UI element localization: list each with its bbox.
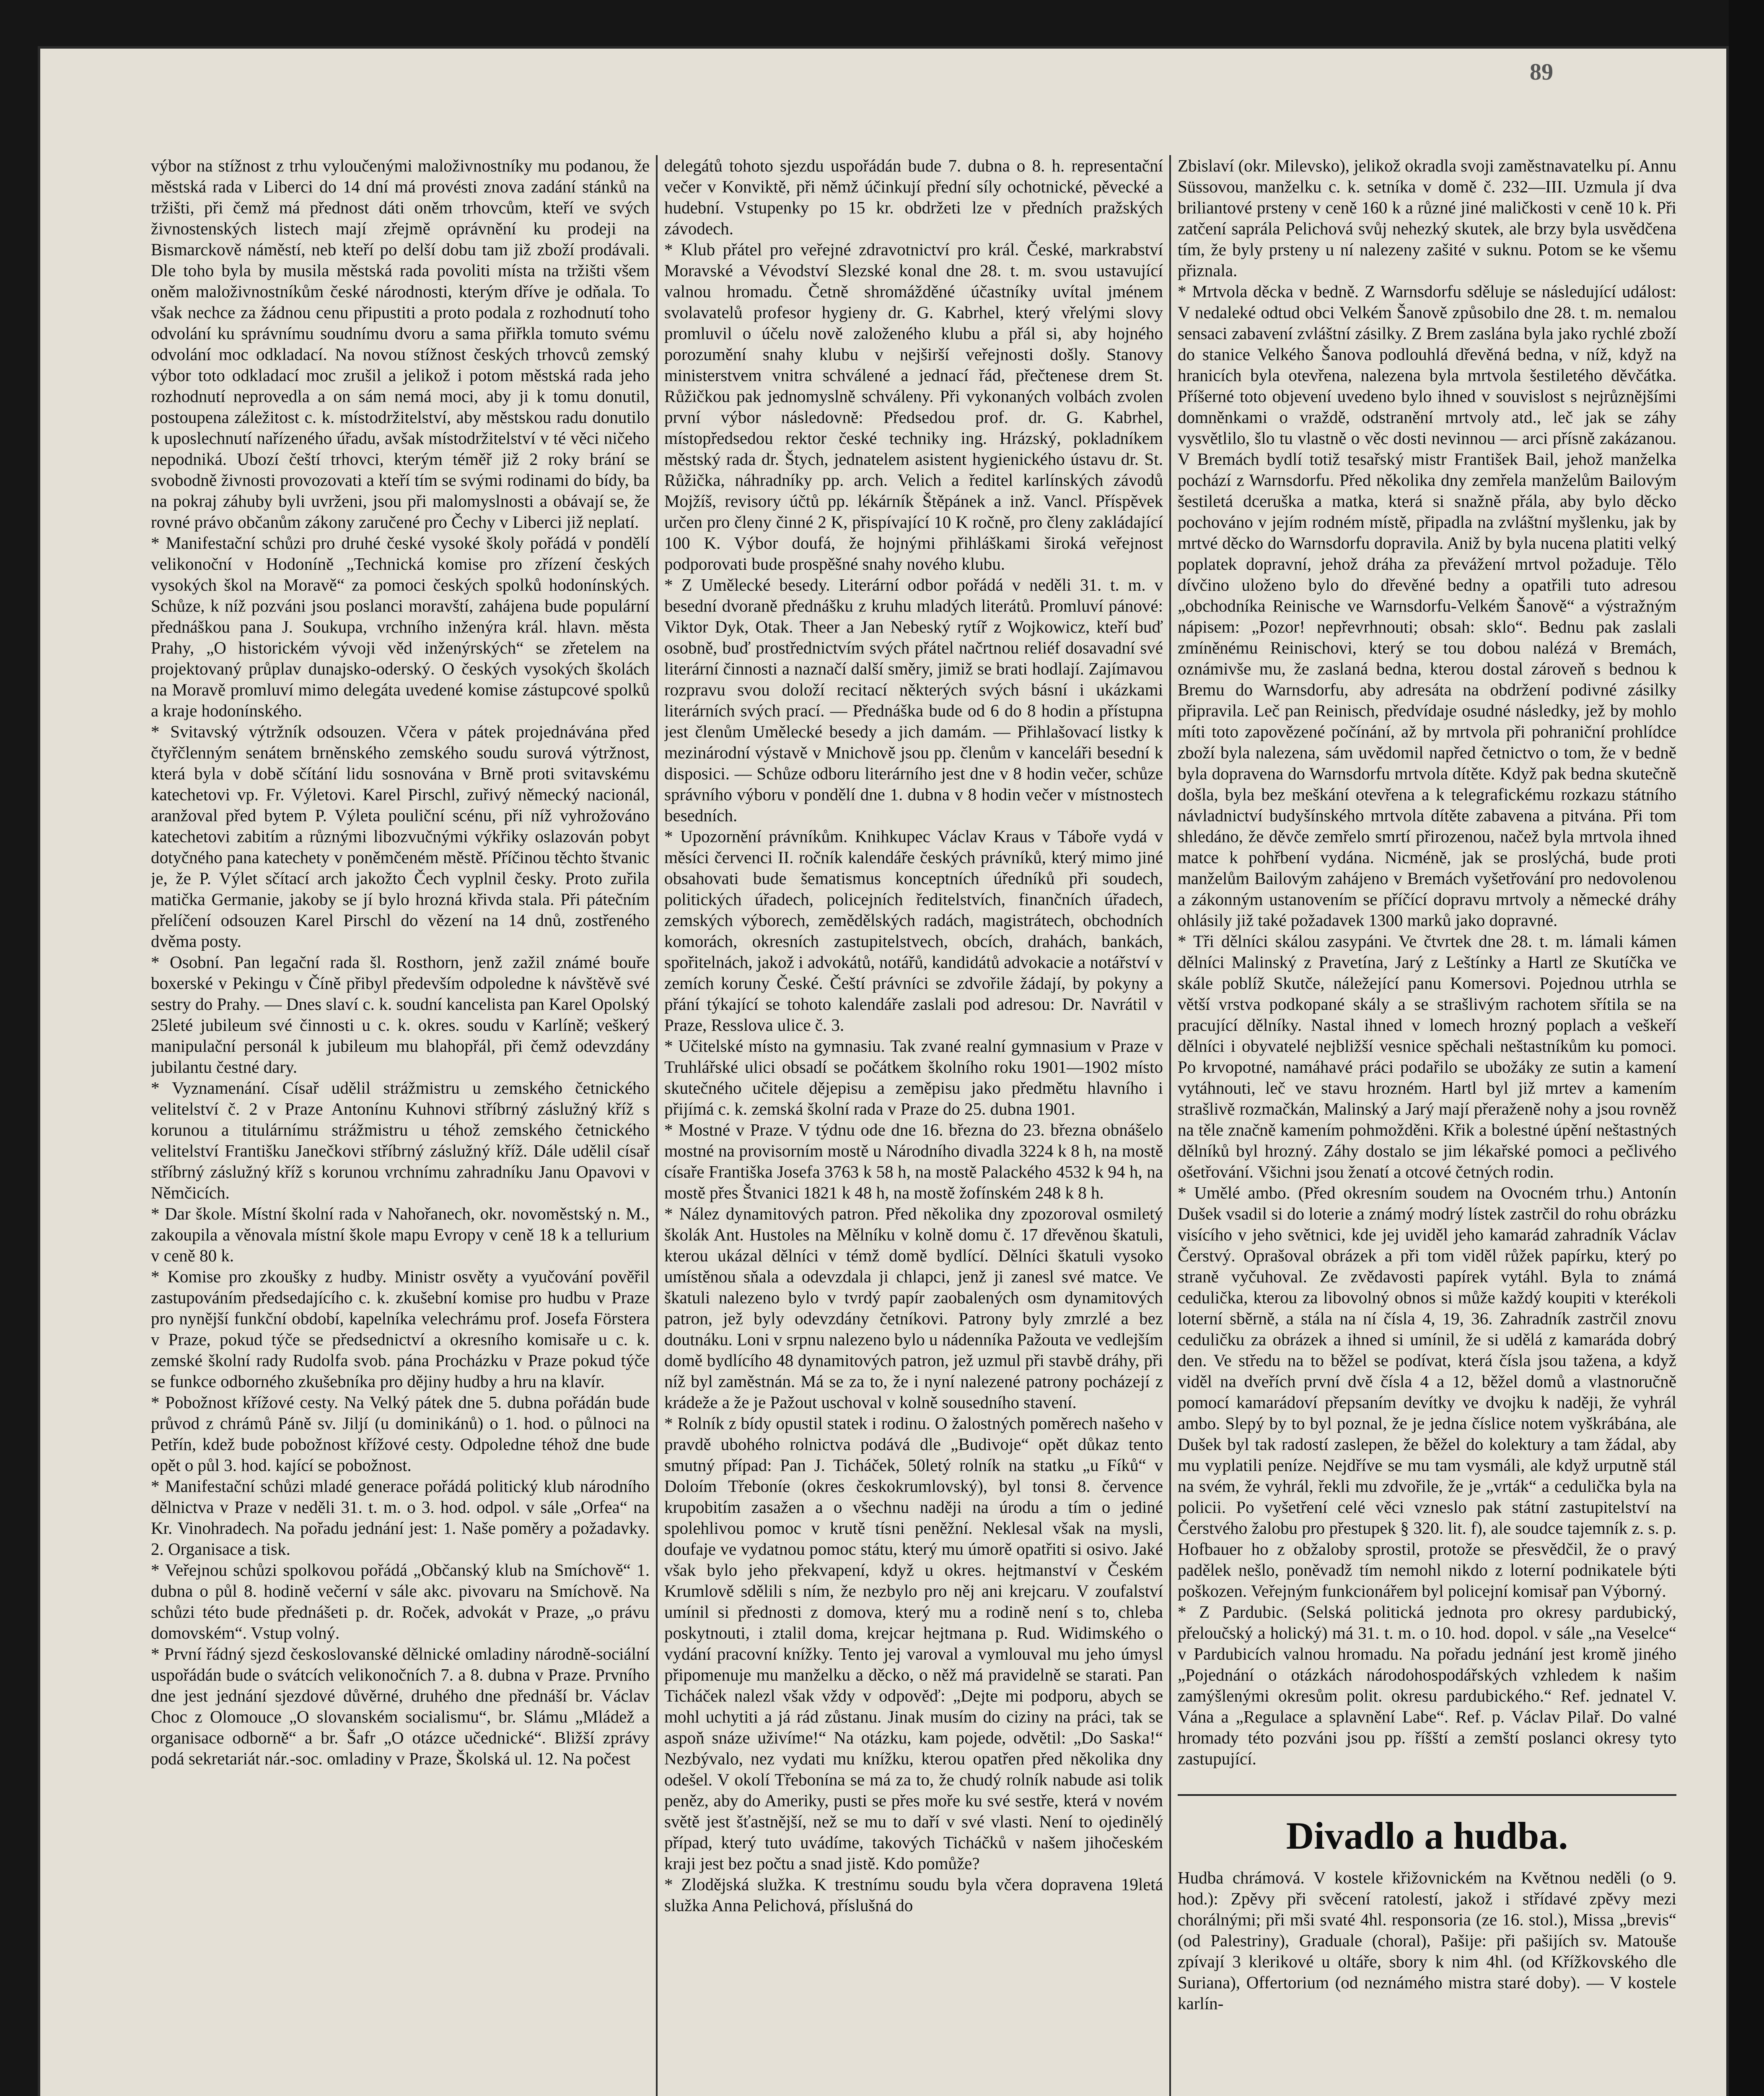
article-paragraph: * Veřejnou schůzi spolkovou pořádá „Občanský klub na Smíchově“ 1. dubna o půl 8. hodině večerní v sále akc. pivovaru na Smíchově. Na schůzi této bude přednášeti p. dr. Roček, advokát v Praze, „o právu domovském“. Vstup volný. [151,1560,650,1642]
article-paragraph: Zbislaví (okr. Milevsko), jelikož okradla svoji zaměstnavatelku pí. Annu Süssovou, manželku c. k. setníka v domě č. 232—III. Uzmula jí dva briliantové prsteny v ceně 160 k a různé jiné maličkosti v ceně 10 k. Při zatčení saprála Pelichová svůj nehezký skutek, ale brzy byla usvědčena tím, že byly prsteny u ní nalezeny zašité v suknu. Potom se ke všemu přiznala. [1178,156,1676,280]
article-paragraph: * První řádný sjezd českoslovanské dělnické omladiny národně-sociální uspořádán bude o svátcích velikonočních 7. a 8. dubna v Praze. Prvního dne jest jednání sjezdové důvěrné, druhého dne přednáší br. Václav Choc z Olomouce „O slovanském socialismu“, br. Slámu „Mládež a organisace odborně“ a br. Šafr „O otázce učednické“. Bližší zprávy podá sekretariát nár.-soc. omladiny v Praze, Školská ul. 12. Na počest [151,1644,650,1768]
article-paragraph: * Pobožnost křížové cesty. Na Velký pátek dne 5. dubna pořádán bude průvod z chrámů Páně sv. Jiljí (u dominikánů) o 1. hod. o půlnoci na Petřín, kdež bude pobožnost křížové cesty. Odpoledne téhož dne bude opět o půl 3. hod. kající se pobožnost. [151,1393,650,1475]
section-heading-block [1178,1794,1676,1859]
page-number-mark: 89 [1530,59,1553,85]
column-rule [656,155,658,2096]
article-paragraph: * Tři dělníci skálou zasypáni. Ve čtvrtek dne 28. t. m. lámali kámen dělníci Malinský z Pravetína, Jarý z Leštínky a Hartl ze Skutíčka ve skále poblíž Skutče, náležející panu Komersovi. Pojednou utrhla se větší vrstva podkopané skály a se strašlivým rachotem sřítila se na pracující dělníky. Nastal ihned v lomech hrozný poplach a veškeří dělníci i obyvatelé nejbližší vesnice spěchali neštastníkům ku pomoci. Po krvopotné, namáhavé práci podařilo se ubožáky ze sutin a kamení vytáhnouti, leč ve stavu hrozném. Hartl byl již mrtev a kamením strašlivě rozmačkán, Malinský a Jarý mají přeraženě nohy a jsou rovněž na těle značně kamením pohmožděni. Křik a bolestné úpění neštastných dělníků byl hrozný. Záhy dostalo se jim lékařské pomoci a pečlivého ošetřování. Všichni jsou ženatí a otcové četných rodin. [1178,931,1676,1181]
article-paragraph: * Dar škole. Místní školní rada v Nahořanech, okr. novoměstský n. M., zakoupila a věnovala místní škole mapu Evropy v ceně 18 k a tellurium v ceně 80 k. [151,1204,650,1265]
column-left [151,155,650,2096]
article-paragraph: * Mrtvola děcka v bedně. Z Warnsdorfu sděluje se následující událost: V nedaleké odtud obci Velkém Šanově způsobilo dne 28. t. m. nemalou sensaci zabavení zvláštní zásilky. Z Brem zaslána byla jako rychlé zboží do stanice Velkého Šanova podlouhlá dřevěná bedna, v níž, když na hranicích byla otevřena, nalezena byla mrtvola šestiletého děvčátka. Příšerné toto objevení uvedeno bylo ihned v souvislost s nejrůznějšími domněnkami o vraždě, odstranění mrtvoly atd., leč jak se záhy vysvětlilo, šlo tu vlastně o věc dosti nevinnou — arci přísně zakázanou. V Bremách bydlí totiž tesařský mistr František Bail, jehož manželka pochází z Warnsdorfu. Před několika dny zemřela manželům Bailovým šestiletá dceruška a matka, která si snažně přála, aby bylo děcko pochováno v jejím rodném místě, připadla na zvláštní myšlenku, jak by mrtvé děcko do Warnsdorfu dopravila. Aniž by byla nucena platiti velký poplatek dopravní, jehož dráha za převážení mrtvol požaduje. Tělo dívčino uloženo bylo do dřevěné bedny a opatřili tuto adresou „obchodníka Reinische ve Warnsdorfu-Velkém Šanově“ a výstražným nápisem: „Pozor! nepřevrhnouti; obsah: sklo“. Bednu pak zaslali zmíněnému Reinischovi, který se tou dobou nalézá v Bremách, oznámivše mu, že zaslaná bedna, kterou dostal zároveň s bednou k Bremu do Warnsdorfu, aby adresáta na obdržení podivné zásilky připravila. Leč pan Reinisch, předvídaje osudné následky, jež by mohlo míti toto zapovězené počínání, až by mrtvola při pohraniční prohlídce zboží byla nalezena, sám uvědomil napřed četnictvo o tom, že v bedně byla dopravena do Warnsdorfu mrtvola dítěte. Když pak bedna skutečně došla, byla bez meškání otevřena a k telegrafickému rozkazu státního návladnictví budyšínského mrtvola dítěte zabavena a pitvána. Při tom shledáno, že děvče zemřelo smrtí přirozenou, načež byla mrtvola ihned matce k pohřbení vydána. Nicméně, jak se proslýchá, bude proti manželům Bailovým zahájeno v Bremách vyšetřování pro nedovolenou a zákonným ustanovením se příčící dopravu mrtvoly a německé dráhy ohlásily již také požadavek 1300 marků jako dopravné. [1178,282,1676,930]
article-paragraph: Hudba chrámová. V kostele křižovnickém na Květnou neděli (o 9. hod.): Zpěvy při svěcení ratolestí, jakož i střídavé zpěvy mezi chorálnými; při mši svaté 4hl. responsoria (ze 16. stol.), Missa „brevis“ (od Palestriny), Graduale (choral), Pašije: při pašijích sv. Matouše zpívají 3 klerikové u oltáře, sbory k nim 4hl. (od Křížkovského dle Suriana), Offertorium (od neznámého mistra staré doby). — V kostele karlín- [1178,1868,1676,2013]
article-paragraph: * Z Pardubic. (Selská politická jednota pro okresy pardubický, přeloučský a holický) má 31. t. m. o 10. hod. dopol. v sále „na Veselce“ v Pardubicích valnou hromadu. Na pořadu jednání jest kromě jiného „Pojednání o otázkách národohospodářských vzhledem k našim zamýšlenými okresům polit. okresu pardubického.“ Ref. jednatel V. Vána a „Regulace a splavnění Labe“. Ref. p. Václav Pilař. Do valné hromady této pozváni jsou pp. říšští a zemští poslanci okresy tyto zastupující. [1178,1602,1676,1768]
article-paragraph: * Svitavský výtržník odsouzen. Včera v pátek projednávána před čtyřčlenným senátem brněnského zemského soudu surová výtržnost, která byla v době sčítání lidu sosnována v Brně proti svitavskému katechetovi vp. Fr. Výletovi. Karel Pirschl, zuřivý německý nacionál, aranžoval před bytem P. Výleta pouliční scénu, při níž vyhrožováno katechetovi zabitím a různými libozvučnými výkřiky oslazován pobyt dotyčného pana katechety v poněmčeném městě. Příčinou těchto štvanic je, že P. Výlet sčítací arch jakožto Čech vyplnil česky. Proto zuřila matička Germanie, jakoby se jí bylo hrozná křivda stala. Při pátečním přelíčení odsouzen Karel Pirschl do vězení na 14 dnů, zostřeného dvěma posty. [151,722,650,951]
article-paragraph: výbor na stížnost z trhu vyloučenými maloživnostníky mu podanou, že městská rada v Liberci do 14 dní má provésti znova zadání stánků na tržišti, při čemž má přednost dáti oněm trhovcům, kteří ve svých živnostenských listech mají zřejmě oprávnění ku prodeji na Bismarckově náměstí, neb kteří po delší dobu tam již zboží prodávali. Dle toho byla by musila městská rada povoliti místa na tržišti všem oněm maloživnostníkům české národnosti, kterým dříve je odňala. To však nechce za žádnou cenu připustiti a proto podala z rozhodnutí toho odvolání ku správnímu soudnímu dvoru a sama přiřkla tomuto svému odvolání moc odkladací. Na novou stížnost českých trhovců zemský výbor toto odkladací moc zrušil a jelikož i potom městská rada jeho rozhodnutí neprovedla a on sám nemá moci, aby ji k tomu donutil, postoupena záležitost c. k. místodržitelství, aby městskou radu donutilo k uposlechnutí nařízeného úřadu, avšak místodržitelství v té věci ničeho nepodniká. Ubozí čeští trhovci, kterým téměř již 2 roky brání se svobodně živnosti provozovati a kteří tím se svými rodinami do bídy, ba na pokraj záhuby byli uvrženi, jsou při malomyslnosti a obávají se, že rovné právo občanům zákony zaručené pro Čechy v Liberci již neplatí. [151,156,650,532]
text-columns [151,155,1710,2096]
column-right [1178,155,1676,2096]
article-paragraph: * Nález dynamitových patron. Před několika dny zpozoroval osmiletý školák Ant. Hustoles na Mělníku v kolně domu č. 17 dřevěnou škatuli, kterou ukázal dělníci v témž domě bydlící. Dělníci škatuli vysoko umístěnou sňala a odevzdala ji chlapci, jenž ji zanesl své matce. Ve škatuli nalezeno bylo v tvrdý papír zaobalených osm dynamitových patron, jež byly odevzdány četníkovi. Patrony byly zmrzlé a bez doutnáku. Loni v srpnu nalezeno bylo u nádenníka Pažouta ve vedlejším domě bydlícího 48 dynamitových patron, jež uzmul při stavbě dráhy, při níž byl zaměstnán. Má se za to, že i nyní nalezené patrony pocházejí z krádeže a že je Pažout uschoval v kolně sousedního stavení. [664,1204,1163,1412]
article-paragraph: * Manifestační schůzi mladé generace pořádá politický klub národního dělnictva v Praze v neděli 31. t. m. o 3. hod. odpol. v sále „Orfea“ na Kr. Vinohradech. Na pořadu jednání jest: 1. Naše poměry a požadavky. 2. Organisace a tisk. [151,1476,650,1559]
column-rule [1169,155,1171,2096]
article-paragraph: * Manifestační schůzi pro druhé české vysoké školy pořádá v pondělí velikonoční v Hodoníně „Technická komise pro zřízení českých vysokých škol na Moravě“ za pomoci českých spolků hodonínských. Schůze, k níž pozváni jsou poslanci moravští, zahájena bude populární přednáškou pana J. Soukupa, vrchního inženýra král. hlavn. města Prahy, „O historickém vývoji věd inženýrských“ se zřetelem na projektovaný průplav dunajsko-oderský. O českých vysokých školách na Moravě promluví mimo delegáta uvedené komise zástupcové spolků a kraje hodonínského. [151,533,650,720]
column-middle [664,155,1163,2096]
article-paragraph: * Upozornění právníkům. Knihkupec Václav Kraus v Táboře vydá v měsíci červenci II. ročník kalendáře českých právníků, který mimo jiné obsahovati bude šematismus konceptních úředníků při soudech, politických úřadech, policejních ředitelstvích, finančních úřadech, zemských výborech, zemědělských radách, magistrátech, obchodních komorách, okresních zastupitelstvech, obcích, drahách, bankách, spořitelnách, jakož i advokátů, notářů, kandidátů advokacie a notářství v zemích koruny České. Čeští právníci se zdvořile žádají, by pokyny a přání týkající se tohoto kalendáře zaslali pod adresou: Dr. Navrátil v Praze, Resslova ulice č. 3. [664,827,1163,1035]
scan-margin [1729,0,1764,2096]
article-paragraph: * Z Umělecké besedy. Literární odbor pořádá v neděli 31. t. m. v besední dvoraně přednášku z kruhu mladých literátů. Promluví pánové: Viktor Dyk, Otak. Theer a Jan Nebeský rytíř z Wojkowicz, kteří buď osobně, buď prostřednictvím svých přátel načrtnou reliéf dosavadní své literární činnosti a naznačí další směry, jimiž se brati hodlají. Zajímavou rozpravu svou doloží recitací některých svých básní i ukázkami literárních svých prací. — Přednáška bude od 6 do 8 hodin a přístupna jest členům Umělecké besedy a jich damám. — Přihlašovací listky k mezinárodní výstavě v Mnichově jsou pp. členům v kanceláři besední k disposici. — Schůze odboru literárního jest dne v 8 hodin večer, schůze správního výboru v pondělí dne 1. dubna v 8 hodin večer v místnostech besedních. [664,575,1163,825]
section-heading: Divadlo a hudba. [1286,1814,1568,1857]
article-paragraph: * Rolník z bídy opustil statek i rodinu. O žalostných poměrech našeho v pravdě ubohého rolnictva podává dle „Budivoje“ opět důkaz tento smutný případ: Pan J. Ticháček, 50letý rolník na statku „u Fíků“ v Doloím Třeboníe (okres českokrumlovský), byl tonsi 8. července krupobitím zasažen a o všechnu naději na úrodu a tím o jediné spolehlivou pomoc v krutě tísni peněžní. Neklesal však na mysli, doufaje ve vydatnou pomoc státu, který mu úmorě opatřiti si osivo. Jaké však bylo jeho překvapení, když u okres. hejtmanství v Českém Krumlově sdělili s ním, že nezbylo pro něj ani krejcaru. V zoufalství umínil si přednosti z domova, který mu a rodině není s to, chleba poskytnouti, i ztalil doma, krejcar hejtmana p. Rud. Widimského o vydání pracovní knížky. Tento jej varoval a vymlouval mu jeho úmysl připomenuje mu manželku a děcko, o něž má pravidelně se starati. Pan Ticháček nalezl však vždy v odpověď: „Dejte mi podporu, abych se mohl uchytiti a já rád zůstanu. Jinak musím do ciziny na práci, tak se aspoň snáze uživíme!“ Na otázku, kam pojede, odvětil: „Do Saska!“ Nezbývalo, nez vydati mu knížku, kterou opatřen před několika dny odešel. V okolí Třebonína se má za to, že chudý rolník nabude asi tolik peněz, aby do Ameriky, pusti se přes moře ku své sestře, která v novém světě jest šťastnější, než se mu to daří v své vlasti. Není to ojedinělý případ, který tuto uvádíme, takových Ticháčků v našem jihočeském kraji jest bez počtu a snad jistě. Kdo pomůže? [664,1414,1163,1873]
article-paragraph: * Učitelské místo na gymnasiu. Tak zvané realní gymnasium v Praze v Truhlářské ulici obsadí se počátkem školního roku 1901—1902 místo skutečného učitele dějepisu a zeměpisu jako předmětu hlavního i přijímá c. k. zemská školní rada v Praze do 25. dubna 1901. [664,1036,1163,1118]
article-paragraph: delegátů tohoto sjezdu uspořádán bude 7. dubna o 8. h. representační večer v Konviktě, při němž účinkují přední síly ochotnické, pěvecké a hudební. Vstupenky po 15 kr. obdržeti lze v předních pražských závodech. [664,156,1163,238]
article-paragraph: * Komise pro zkoušky z hudby. Ministr osvěty a vyučování pověřil zastupováním předsedajícího c. k. zkušební komise pro hudbu v Praze pro nynější funkční období, kapelníka velechrámu prof. Josefa Förstera v Praze, pokud týče se předsednictví a okresního komisaře u c. k. zemské školní rady Rudolfa svob. pána Procházku v Praze pokud týče se funkce odborného zkušebníka pro dějiny hudby a hru na klavír. [151,1267,650,1391]
newspaper-page [38,46,1729,2096]
article-paragraph: * Zlodějská služka. K trestnímu soudu byla včera dopravena 19letá služka Anna Pelichová, příslušná do [664,1875,1163,1915]
article-paragraph: * Vyznamenání. Císař udělil strážmistru u zemského četnického velitelství č. 2 v Praze Antonínu Kuhnovi stříbrný záslužný kříž s korunou a titulárnímu strážmistru u téhož zemského četnického velitelství Františku Janečkovi stříbrný záslužný kříž. Dále udělil císař stříbrný záslužný kříž s korunou vrchnímu zahradníku Janu Opavovi v Němčicích. [151,1078,650,1202]
article-paragraph: * Klub přátel pro veřejné zdravotnictví pro král. České, markrabství Moravské a Vévodství Slezské konal dne 28. t. m. svou ustavující valnou hromadu. Četně shromážděné účastníky uvítal jménem svolavatelů profesor hygieny dr. G. Kabrhel, který vřelými slovy promluvil o účelu nově založeného klubu a přál si, aby hojného porozumění snahy klubu v nejširší veřejnosti došly. Stanovy ministerstvem vnitra schválené a jednací řád, přečtenese drem St. Růžičkou pak jednomyslně schváleny. Při vykonaných volbách zvolen první výbor následovně: Předsedou prof. dr. G. Kabrhel, místopředsedou rektor české techniky ing. Hrázský, pokladníkem městský rada dr. Štych, jednatelem asistent hygienického ústavu dr. St. Růžička, náhradníky pp. arch. Velich a ředitel karlínských závodů Mojžíš, revisory účtů pp. lékárník Štěpánek a inž. Vancl. Příspěvek určen pro členy činné 2 K, přispívající 10 K ročně, pro členy zakládající 100 K. Výbor doufá, že hojnými přihláškami široká veřejnost podporovati bude prospěšné snahy nového klubu. [664,240,1163,573]
article-paragraph: * Mostné v Praze. V týdnu ode dne 16. března do 23. března obnášelo mostné na provisorním mostě u Národního divadla 3224 k 8 h, na mostě císaře Františka Josefa 3763 k 58 h, na mostě Palackého 4532 k 94 h, na mostě přes Štvanici 1821 k 48 h, na mostě žofínském 248 k 8 h. [664,1120,1163,1202]
article-paragraph: * Osobní. Pan legační rada šl. Rosthorn, jenž zažil známé bouře boxerské v Pekingu v Číně přibyl především odpoledne k návštěvě své sestry do Prahy. — Dnes slaví c. k. soudní kancelista pan Karel Opolský 25leté jubileum své činnosti u c. k. okres. soudu v Karlíně; veškerý manipulační personál k jubileum mu blahopřál, při čemž odevzdány jubilantu čestné dary. [151,952,650,1077]
article-paragraph: * Umělé ambo. (Před okresním soudem na Ovocném trhu.) Antonín Dušek vsadil si do loterie a známý modrý lístek zastrčil do rohu obrázku visícího v jeho světnici, kde jej uviděl jeho kamarád zahradník Václav Čerstvý. Oprašoval obrázek a při tom viděl růžek papírku, který po straně vyčuhoval. Ze zvědavosti papírek vytáhl. Byla to známá cedulička, kterou za libovolný obnos si může každý koupiti v kterékoli loterní sběrně, a stála na ní čísla 4, 19, 36. Zahradník zastrčil znovu ceduličku za obrázek a ihned si umínil, že si udělá z kamaráda dobrý den. Ve středu na to běžel se podívat, která čísla jsou tažena, a když viděl na dveřích první dvě čísla 4 a 12, běžel domů a vlastnoručně pomocí kamarádoví přepsaním devítky ve dvojku k naději, že vyhrál ambo. Slepý by to byl poznal, že je jedna číslice notem vyškrábána, ale Dušek byl tak radostí zaslepen, že běžel do kolektury a tam žádal, aby mu vyplatili peníze. Nejdříve se mu tam vysmáli, ale když urputně stál na svém, že vyhrál, řekli mu zdvořile, že je „vrták“ a cedulička byla na policii. Po vyšetření celé věci vzneslo pak státní zastupitelství na Čerstvého žalobu pro přestupek § 320. lit. f), ale soudce tajemník z. s. p. Hofbauer ho z obžaloby sprostil, protože se přesvědčil, že o pravý padělek nešlo, poněvadž tím nemohl nikdo z loterní podnikatele býti poškozen. Veřejným funkcionářem byl policejní komisař pan Výborný. [1178,1183,1676,1601]
